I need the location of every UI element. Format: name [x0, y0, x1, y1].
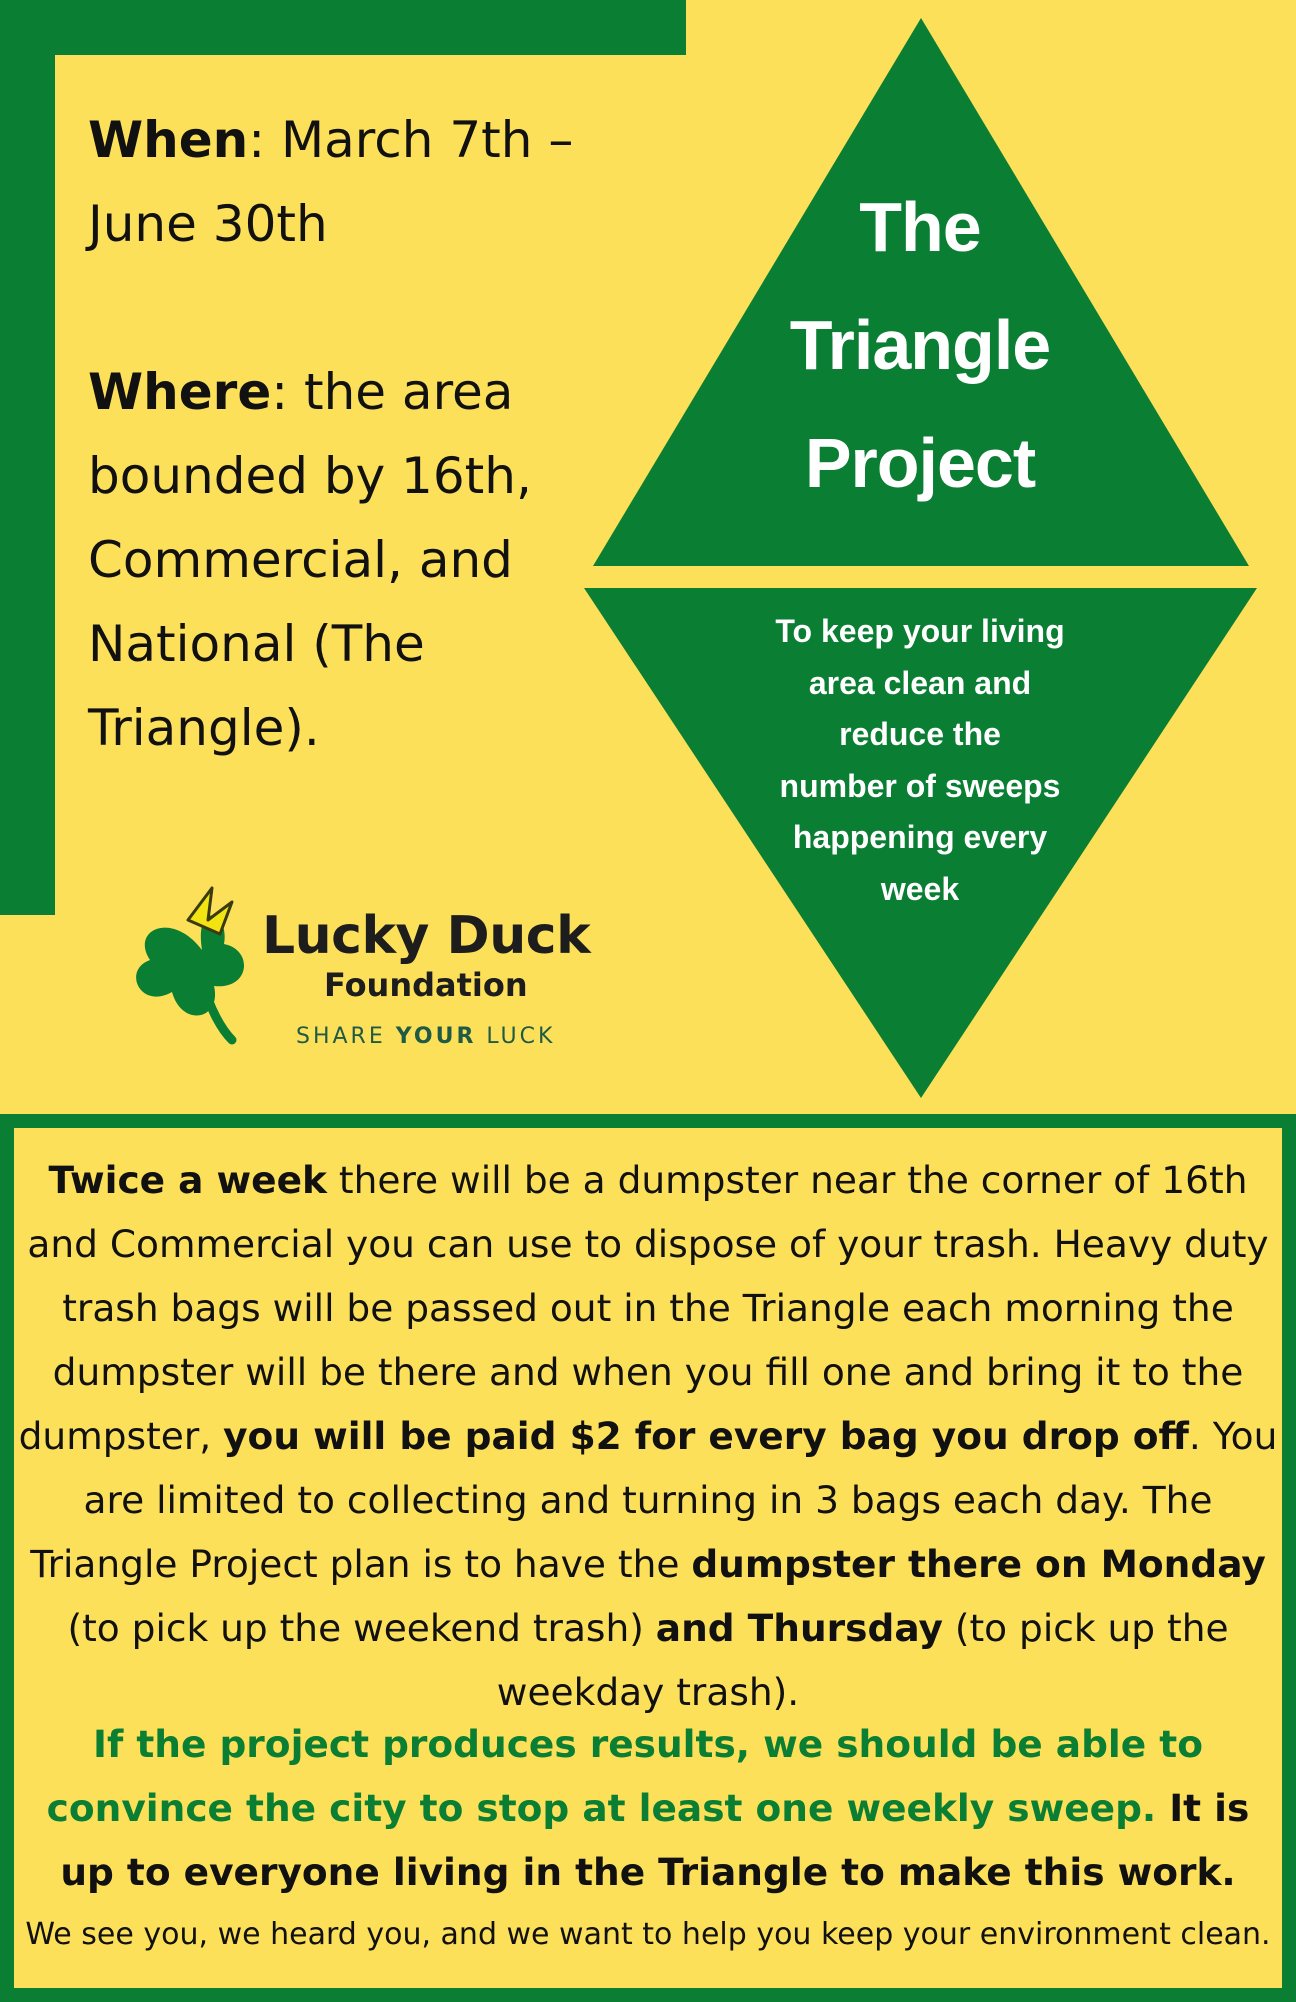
call-to-action — [14, 1712, 1282, 1904]
details-body — [14, 1148, 1282, 1724]
where-line-5: Triangle). — [88, 699, 320, 757]
results-statement: If the project produces results, we should be able to convince the city to stop at least one weekly sweep. — [46, 1722, 1203, 1830]
payment-note: you will be paid $2 for every bag you drop off — [223, 1414, 1189, 1458]
goal-line-1: To keep your living — [775, 613, 1065, 649]
text-4: (to pick up the weekday trash). — [496, 1606, 1229, 1714]
when-value: : March 7th – — [248, 111, 574, 169]
goal-line-4: number of sweeps — [779, 767, 1061, 804]
where-line-4: National (The — [88, 615, 425, 673]
where-line-3: Commercial, and — [88, 531, 513, 589]
project-goal — [730, 606, 1110, 915]
text-2: . You are limited to collecting and turning in 3 bags each day. The Triangle Project plan is to have the — [30, 1414, 1278, 1586]
monday-note: dumpster there on Monday — [691, 1542, 1266, 1586]
goal-line-2: area clean and — [808, 664, 1032, 701]
text-1: there will be a dumpster near the corner of 16th and Commercial you can use to dispose of your trash. Heavy duty trash bags will be passed out in the Triangle each morning the dumpster will be there and when you fill one and bring it to the dumpster, — [18, 1158, 1269, 1458]
goal-line-6: week — [880, 870, 960, 907]
when-label: When — [88, 111, 249, 169]
title-line-2: Triangle — [789, 306, 1051, 384]
footer-message: We see you, we heard you, and we want to help you keep your environment clean. — [25, 1917, 1271, 1952]
goal-line-5: happening every — [792, 819, 1048, 855]
tagline-part-3: LUCK — [476, 1024, 556, 1049]
where-line-2: bounded by 16th, — [88, 447, 532, 505]
tagline-part-1: SHARE — [296, 1024, 396, 1049]
tagline-part-2: YOUR — [395, 1024, 477, 1049]
when-line-2: June 30th — [88, 195, 328, 253]
text-3: (to pick up the weekend trash) — [67, 1606, 656, 1650]
logo-subtitle: Foundation — [324, 966, 528, 1004]
details-paragraph — [14, 1148, 1282, 1724]
title-line-1: The — [859, 188, 981, 266]
everyone-statement: It is up to everyone living in the Triangle to make this work. — [60, 1786, 1250, 1894]
title-line-3: Project — [804, 424, 1036, 502]
logo-tagline — [296, 1024, 555, 1049]
project-title — [720, 168, 1120, 522]
where-value: : the area — [271, 363, 514, 421]
twice-a-week: Twice a week — [48, 1158, 327, 1202]
logo-name: Lucky Duck — [262, 906, 591, 966]
goal-line-3: reduce the — [839, 716, 1001, 752]
where-label: Where — [88, 363, 272, 421]
thursday-note: and Thursday — [655, 1606, 943, 1650]
